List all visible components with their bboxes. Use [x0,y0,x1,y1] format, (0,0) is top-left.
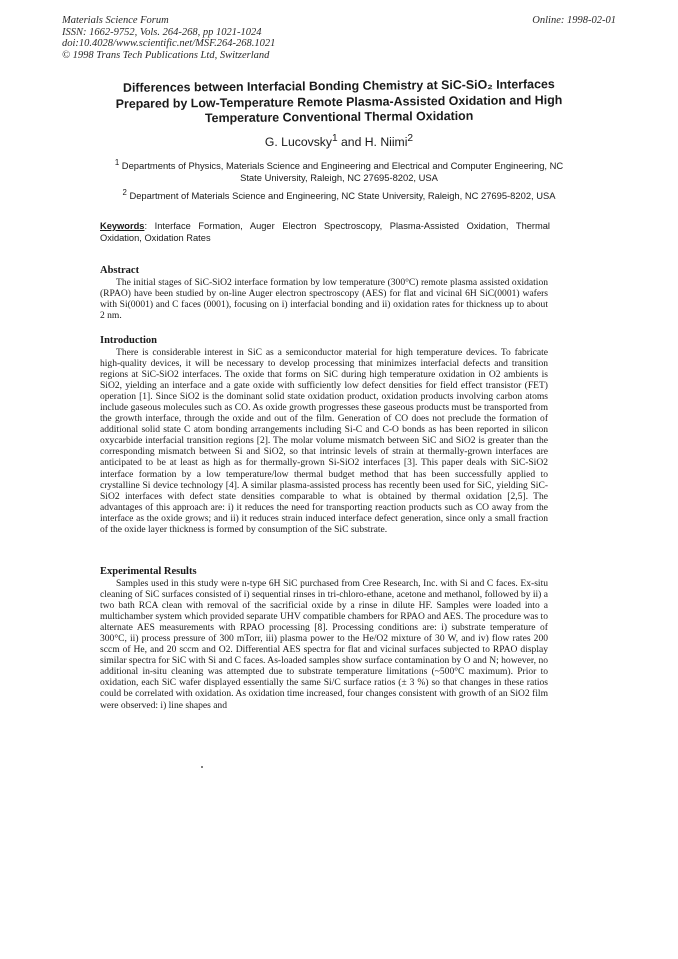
issn-line: ISSN: 1662-9752, Vols. 264-268, pp 1021-1024 [62,26,262,38]
keywords-text: : Interface Formation, Auger Electron Spectroscopy, Plasma-Assisted Oxidation, Thermal Oxidation, Oxidation Rates [100,221,550,243]
author-2: H. Niimi [364,135,408,150]
affiliation-2-text: Department of Materials Science and Engineering, NC State University, Raleigh, NC 27695-8202, USA [129,190,556,202]
scan-speck [201,766,203,768]
introduction-text: There is considerable interest in SiC as a semiconductor material for high temperature devices. To fabricate high-quality devices, it will be necessary to develop processing that minimizes interfacial defects and transition regions at SiC-SiO2 interfaces. The oxide that forms on SiC during high temperature oxidation in O2 ambients is SiO2, yielding an interface and a gate oxide with sufficiently low defect densities for field effect transistor (FET) operation [1]. Since SiO2 is the dominant solid state oxidation product, oxidation products involving carbon atoms include gaseous molecules such as CO. As oxide growth progresses these gaseous products must be transported from the growth interface, through the oxide and out of the film. Generation of CO does not preclude the formation of additional solid state C atom bonding arrangements including Si-C and C-O bonds as has been reported in silicon oxycarbide interfacial transition regions [2]. The molar volume mismatch between SiC and SiO2 is greater than the corresponding mismatch between Si and SiO2, so that intrinsic levels of strain at thermally-grown interfaces are anticipated to be at least as high as for thermally-grown Si-SiO2 interfaces [3]. This paper deals with SiC-SiO2 interface formation by a low temperature/low thermal budget method that has been successfully applied to crystalline Si device technology [4]. A similar plasma-assisted process has recently been used for SiC, yielding SiC-SiO2 interfaces with defect state densities comparable to what is obtained by thermal oxidation [2,5]. The advantages of this approach are: i) it reduces the need for transporting reaction products such as CO away from the interface as the oxide grows; and ii) it reduces strain induced interface defect generation, since only a small fraction of the oxide layer thickness is formed by consumption of the SiC substrate. [100,347,548,535]
author-1-affil-mark: 1 [331,133,338,144]
author-2-affil-mark: 2 [407,133,414,144]
journal-name: Materials Science Forum [62,15,169,26]
keywords-label: Keywords [100,221,145,231]
doi-line: doi:10.4028/www.scientific.net/MSF.264-268.1021 [62,38,276,50]
introduction-heading: Introduction [100,335,157,346]
affiliation-1-text: Departments of Physics, Materials Science and Engineering and Electrical and Computer Engineering, NC State University, Raleigh, NC 27695-8202, USA [121,160,564,184]
author-conjunction: and [337,135,365,150]
author-1: G. Lucovsky [264,135,332,150]
online-date: Online: 1998-02-01 [532,15,616,26]
keywords [100,220,550,244]
affiliation-2 [110,187,568,202]
experimental-text: Samples used in this study were n-type 6H SiC purchased from Cree Research, Inc. with Si and C faces. Ex-situ cleaning of SiC surfaces consisted of i) sequential rinses in tri-chloro-ethane, acetone and methanol, followed by ii) a two bath RCA clean with removal of the sacrificial oxide by a rinse in dilute HF. Samples were loaded into a multichamber system which provided separate UHV compatible chambers for RPAO and AES. The procedure was to alternate AES measurements with RPAO processing [8]. Processing conditions are: i) substrate temperature of 300°C, ii) process pressure of 300 mTorr, iii) plasma power to the He/O2 mixture of 30 W, and iv) flow rates 200 sccm of He, and 20 sccm and O2. Differential AES spectra for flat and vicinal surfaces subjected to RPAO display similar spectra for SiC with Si and C faces. As-loaded samples show surface contamination by O and N; however, no additional in-situ cleaning was attempted due to substrate temperature limitations (~500°C maximum). Prior to oxidation, each SiC wafer displayed essentially the same Si/C surface ratios (± 3 %) so that changes in these ratios could be correlated with oxidation. As oxidation time increased, four changes consistent with growth of an SiO2 film were observed: i) line shapes and [100,578,548,711]
journal-header [62,15,275,61]
abstract-heading: Abstract [100,265,140,276]
affiliation-2-mark: 2 [122,188,127,197]
abstract-text: The initial stages of SiC-SiO2 interface formation by low temperature (300°C) remote plasma assisted oxidation (RPAO) have been studied by on-line Auger electron spectroscopy (AES) for flat and vicinal 6H SiC(0001) wafers with Si(0001) and C faces (0001), focusing on i) interfacial bonding and ii) oxidation rates for thickness up to about 2 nm. [100,277,548,322]
experimental-section [100,566,548,711]
author-line [100,133,578,149]
affiliation-1 [110,157,568,184]
affiliation-1-mark: 1 [114,158,120,167]
copyright-line: © 1998 Trans Tech Publications Ltd, Switzerland [62,49,270,61]
experimental-heading: Experimental Results [100,566,197,577]
abstract-section [100,265,548,321]
paper-title: Differences between Interfacial Bonding Chemistry at SiC-SiO₂ Interfaces Prepared by Low-Temperature Remote Plasma-Assisted Oxidation and High Temperature Conventional Thermal Oxidation [115,77,563,126]
introduction-section [100,335,548,535]
